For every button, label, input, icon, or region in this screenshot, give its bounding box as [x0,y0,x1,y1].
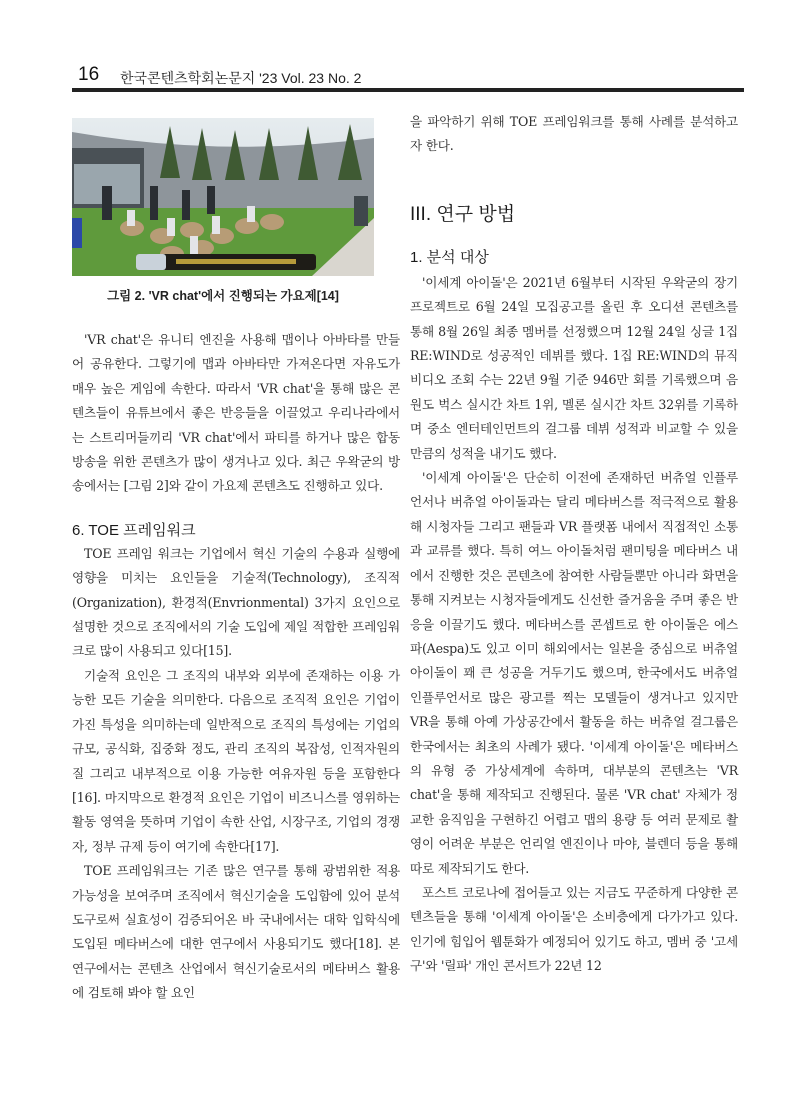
paragraph-continuation: 을 파악하기 위해 TOE 프레임워크를 통해 사례를 분석하고자 한다. [410,114,738,154]
figure-vr-chat-image [72,118,374,276]
paragraph-toe-intro: TOE 프레임 워크는 기업에서 혁신 기술의 수용과 실행에 영향을 미치는 요인들을 기술적(Technology), 조직적(Organization), 환경적(Envrionmental) 3가지 요인으로 설명한 것으로 조직에서의 기술 도입에 제일 적합한 프레임워크로 많이 사용되고 있다[15]. [72,545,400,659]
journal-title: 한국콘텐츠학회논문지 '23 Vol. 23 No. 2 [120,70,362,86]
paragraph-isegye-idol-debut: '이세계 아이돌'은 2021년 6월부터 시작된 우왁굳의 장기 프로젝트로 6월 24일 모집공고를 올린 후 오디션 콘텐츠를 통해 8월 26일 최종 멤버를 선정했으며 12월 24일 싱글 1집 RE:WIND로 성공적인 데뷔를 했다. 1집 RE:WIND의 뮤직비디오 조회 수는 22년 9월 기준 946만 회를 기록했으며 음원도 벅스 실시간 차트 1위, 멜론 실시간 차트 32위를 기록하며 중소 엔터테인먼트의 걸그룹 데뷔 성적과 비교할 수 있을 만큼의 성적을 내기도 했다. [410,274,738,461]
paragraph-toe-usage: TOE 프레임워크는 기존 많은 연구를 통해 광범위한 적용 가능성을 보여주며 조직에서 혁신기술을 도입함에 있어 분석 도구로써 실효성이 검증되어온 바 국내에서는 대학 입학식에 도입된 메타버스에 대한 연구에서 사용되기도 했다[18]. 본 연구에서는 콘텐츠 산업에서 혁신기술로서의 메타버스 활용에 검토해 봐야 할 요인 [72,863,400,1001]
running-header [72,64,744,94]
header-rule [72,88,744,92]
paragraph-toe-factors: 기술적 요인은 그 조직의 내부와 외부에 존재하는 이용 가능한 모든 기술을 의미한다. 다음으로 조직적 요인은 기업이 가진 특성을 의미하는데 일반적으로 조직의 특성에는 기업의 규모, 공식화, 집중화 정도, 관리 조직의 복잡성, 인적자원의 질 그리고 내부적으로 이용 가능한 여유자원 등을 포함한다[16]. 마지막으로 환경적 요인은 기업이 비즈니스를 영위하는 활동 영역을 뜻하며 기업이 속한 산업, 시장구조, 기업의 경쟁자, 정부 규제 등이 여기에 속한다[17]. [72,667,400,854]
page-number: 16 [78,64,100,85]
paragraph-vr-chat: 'VR chat'은 유니티 엔진을 사용해 맵이나 아바타를 만들어 공유한다. 그렇기에 맵과 아바타만 가져온다면 자유도가 매우 높은 게임에 속한다. 따라서 'VR chat'을 통해 많은 콘텐츠들이 유튜브에서 좋은 반응들을 이끌었고 우리나라에서는 스트리머들끼리 'VR chat'에서 파티를 하거나 많은 합동 방송을 위한 콘텐츠가 많이 생겨나고 있다. 최근 우왁굳의 방송에서는 [그림 2]와 같이 가요제 콘텐츠도 진행하고 있다. [72,332,400,494]
paragraph-post-corona: 포스트 코로나에 접어들고 있는 지금도 꾸준하게 다양한 콘텐츠들을 통해 '이세계 아이돌'은 소비층에게 다가가고 있다. 인기에 힘입어 웹툰화가 예정되어 있기도 하고, 멤버 중 '고세구'와 '릴파' 개인 콘서트가 22년 12 [410,884,738,974]
vr-scene-illustration [72,118,374,276]
right-column [410,110,738,979]
paragraph-isegye-idol-metaverse: '이세계 아이돌'은 단순히 이전에 존재하던 버츄얼 인플루언서나 버츄얼 아이돌과는 달리 메타버스를 적극적으로 활용해 시청자들 그리고 팬들과 VR 플랫폼 내에서 직접적인 소통과 교류를 했다. 특히 여느 아이돌처럼 팬미팅을 메타버스 내에서 진행한 것은 콘텐츠에 참여한 사람들뿐만 아니라 화면을 통해 지켜보는 시청자들에게도 신선한 즐거움을 주며 좋은 반응을 이끌기도 했다. 메타버스를 콘셉트로 한 아이돌은 에스파(Aespa)도 있고 이미 해외에서는 일본을 중심으로 버츄얼 아이돌이 꽤 큰 성공을 거두기도 했으며, 한국에서도 버츄얼 인플루언서로 많은 광고를 찍는 모델들이 생겨나고 있지만 VR을 통해 아예 가상공간에서 활동을 하는 버츄얼 걸그룹은 한국에서는 최초의 사례가 됐다. '이세계 아이돌'은 메타버스의 유형 중 가상세계에 속하며, 대부분의 콘텐츠는 'VR chat'을 통해 제작되고 진행된다. 물론 'VR chat' 자체가 정교한 움직임을 구현하긴 어렵고 맵의 용량 등 여러 문제로 촬영이 어려운 부분은 언리얼 엔진이나 마야, 블렌더 등을 통해 따로 제작되기도 한다. [410,470,738,876]
chapter-heading-method: III. 연구 방법 [410,203,516,225]
left-column [72,110,400,1006]
figure-caption: 그림 2. 'VR chat'에서 진행되는 가요제[14] [107,289,339,303]
section-heading-toe: 6. TOE 프레임워크 [72,521,196,539]
subsection-heading-target: 1. 분석 대상 [410,248,489,266]
